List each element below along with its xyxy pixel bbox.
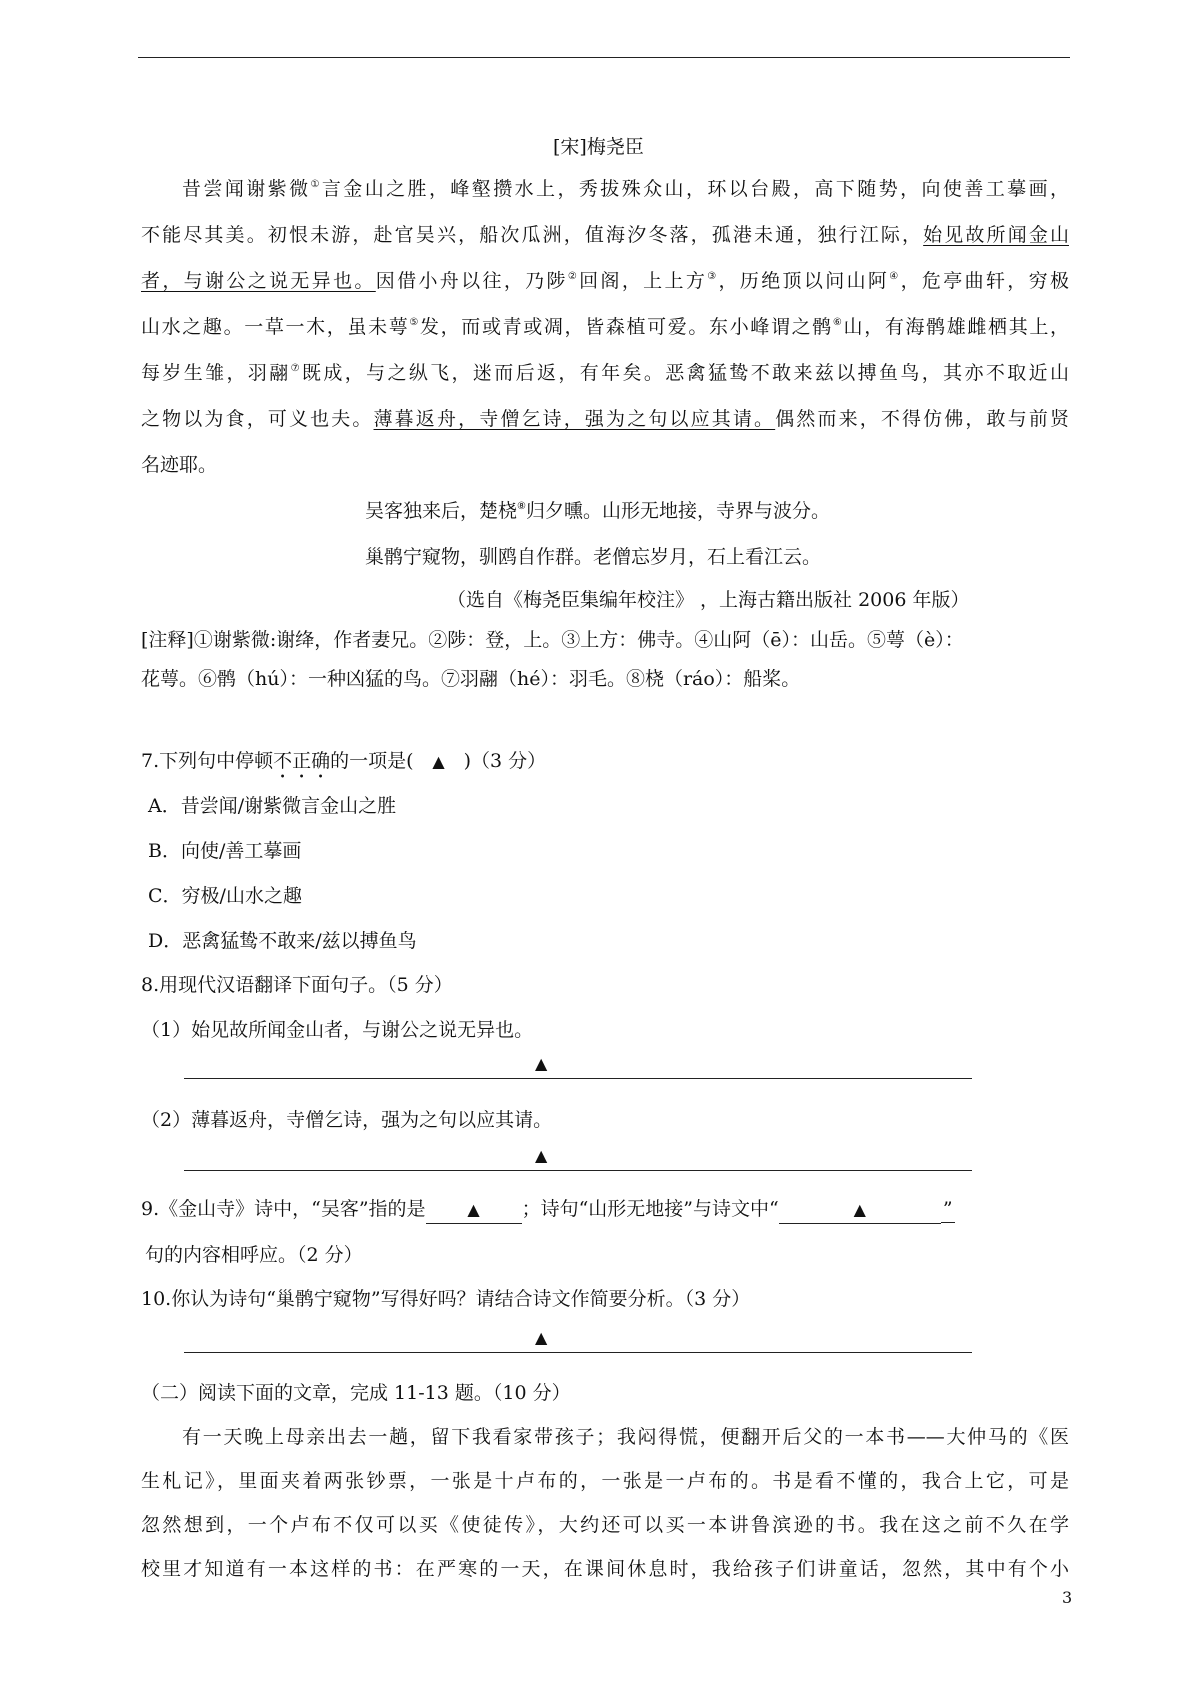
q8-sentence-2: （2）薄暮返舟，寺僧乞诗，强为之句以应其请。 bbox=[141, 1109, 553, 1131]
section2-title: （二）阅读下面的文章，完成 11-13 题。（10 分） bbox=[141, 1382, 571, 1404]
underlined-sentence-1a: 始见故所闻金山 bbox=[923, 224, 1069, 246]
poem-line-1: 吴客独来后，楚桡⑧归夕曛。山形无地接，寺界与波分。 bbox=[365, 500, 830, 522]
q8-sentence-1: （1）始见故所闻金山者，与谢公之说无异也。 bbox=[141, 1019, 534, 1041]
q7-option-d: D．恶禽猛鸷不敢来/兹以搏鱼鸟 bbox=[148, 930, 417, 952]
answer-line-3 bbox=[184, 1352, 972, 1353]
underlined-sentence-1b: 者，与谢公之说无异也。 bbox=[141, 270, 376, 292]
q7-option-b: B．向使/善工摹画 bbox=[148, 840, 302, 862]
blank-2: ▲ bbox=[779, 1197, 941, 1224]
note-marker-6: ⑥ bbox=[832, 317, 844, 328]
blank-1: ▲ bbox=[426, 1197, 522, 1224]
note-marker-4: ④ bbox=[889, 271, 901, 282]
poem-line-2: 巢鹘宁窥物，驯鸥自作群。老僧忘岁月，石上看江云。 bbox=[365, 546, 822, 568]
page-number: 3 bbox=[1062, 1588, 1073, 1607]
note-marker-5: ⑤ bbox=[409, 317, 421, 328]
answer-line-2 bbox=[184, 1170, 972, 1171]
reading-line-1: 有一天晚上母亲出去一趟，留下我看家带孩子；我闷得慌，便翻开后父的一本书——大仲马的《医 bbox=[182, 1426, 1069, 1448]
note-marker-2: ② bbox=[567, 271, 580, 282]
reading-line-4: 校里才知道有一本这样的书：在严寒的一天，在课间休息时，我给孩子们讲童话，忽然，其中有个小 bbox=[141, 1558, 1069, 1580]
answer-mark-3: ▲ bbox=[535, 1328, 548, 1347]
q8-stem: 8.用现代汉语翻译下面句子。（5 分） bbox=[141, 974, 453, 996]
prose-line-1: 昔尝闻谢紫微①言金山之胜，峰壑攒水上，秀拔殊众山，环以台殿，高下随势，向使善工摹画， bbox=[182, 178, 1069, 200]
notes-line-1: [注释]①谢紫微:谢绛，作者妻兄。②陟：登，上。③上方：佛寺。④山阿（ē）：山岳。⑤萼（è）： bbox=[141, 629, 964, 651]
reading-line-3: 忽然想到，一个卢布不仅可以买《使徒传》，大约还可以买一本讲鲁滨逊的书。我在这之前不久在学 bbox=[141, 1514, 1069, 1536]
note-marker-1: ① bbox=[310, 179, 322, 190]
q9-line-1: 9.《金山寺》诗中，“吴客”指的是 ▲ ；诗句“山形无地接”与诗文中“ ▲ ” bbox=[141, 1196, 955, 1224]
prose-line-4: 山水之趣。一草一木，虽未萼⑤发，而或青或凋，皆森植可爱。东小峰谓之鹘⑥山，有海鹘雄雌栖其上， bbox=[141, 316, 1069, 338]
closing-quote: ” bbox=[941, 1196, 955, 1223]
note-marker-8: ⑧ bbox=[517, 501, 526, 512]
prose-line-2: 不能尽其美。初恨未游，赴官吴兴，船次瓜洲，值海汐冬落，孤港未通，独行江际，始见故所闻金山 bbox=[141, 224, 1069, 246]
poem-source: （选自《梅尧臣集编年校注》 ，上海古籍出版社 2006 年版） bbox=[447, 589, 970, 611]
prose-line-3: 者，与谢公之说无异也。因借小舟以往，乃陟②回阁，上上方③，历绝顶以问山阿④，危亭曲轩，穷极 bbox=[141, 270, 1069, 292]
notes-line-2: 花萼。⑥鹘（hú）：一种凶猛的鸟。⑦羽翮（hé）：羽毛。⑧桡（ráo）：船桨。 bbox=[141, 668, 801, 690]
q7-option-a: A．昔尝闻/谢紫微言金山之胜 bbox=[148, 795, 397, 817]
answer-mark-2: ▲ bbox=[535, 1146, 548, 1165]
answer-line-1 bbox=[184, 1078, 972, 1079]
author-line: [宋]梅尧臣 bbox=[553, 136, 644, 158]
note-marker-3: ③ bbox=[707, 271, 719, 282]
prose-line-7: 名迹耶。 bbox=[141, 454, 218, 476]
reading-line-2: 生札记》，里面夹着两张钞票，一张是十卢布的，一张是一卢布的。书是看不懂的，我合上它，可是 bbox=[141, 1470, 1069, 1492]
header-rule bbox=[138, 57, 1070, 58]
emphasis-text: 不正确 bbox=[273, 750, 331, 772]
underlined-sentence-2: 薄暮返舟，寺僧乞诗，强为之句以应其请。 bbox=[373, 408, 776, 430]
q10-stem: 10.你认为诗句“巢鹘宁窥物”写得好吗？请结合诗文作简要分析。（3 分） bbox=[141, 1288, 751, 1310]
q7-option-c: C．穷极/山水之趣 bbox=[148, 885, 302, 907]
prose-line-5: 每岁生雏，羽翮⑦既成，与之纵飞，迷而后返，有年矣。恶禽猛鸷不敢来兹以搏鱼鸟，其亦不取近山 bbox=[141, 362, 1069, 384]
prose-line-6: 之物以为食，可义也夫。薄暮返舟，寺僧乞诗，强为之句以应其请。偶然而来，不得仿佛，敢与前贤 bbox=[141, 408, 1069, 430]
note-marker-7: ⑦ bbox=[290, 363, 302, 374]
answer-mark: ▲ bbox=[432, 752, 445, 771]
q7-stem: 7.下列句中停顿不正确的一项是( ▲ )（3 分） bbox=[141, 748, 546, 783]
answer-mark-1: ▲ bbox=[535, 1054, 548, 1073]
q9-line-2: 句的内容相呼应。（2 分） bbox=[145, 1244, 363, 1266]
